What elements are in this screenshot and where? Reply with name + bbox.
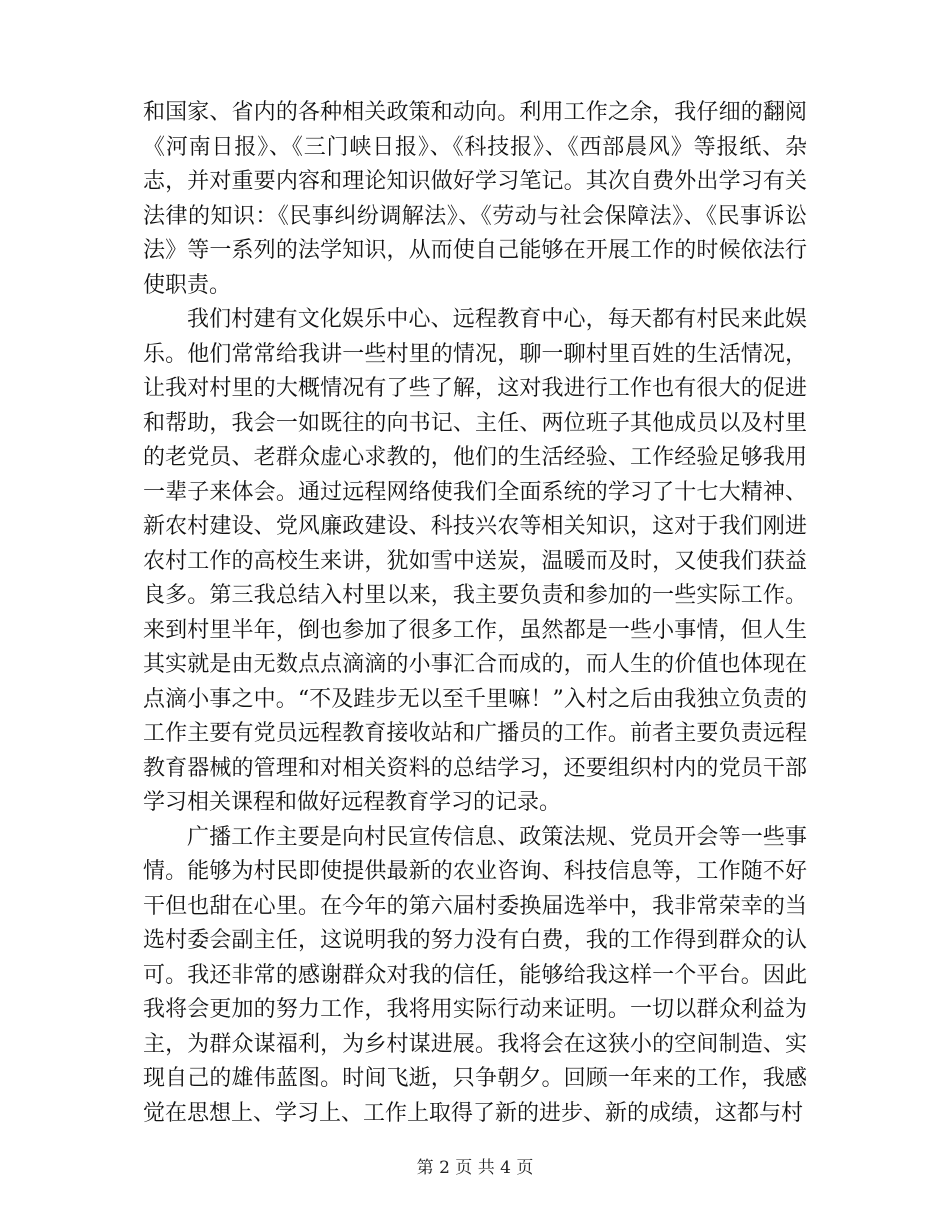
paragraph-2: 我们村建有文化娱乐中心、远程教育中心，每天都有村民来此娱乐。他们常常给我讲一些村里的情况，聊一聊村里百姓的生活情况，让我对村里的大概情况有了些了解，这对我进行工作也有很大的促进和帮助，我会一如既往的向书记、主任、两位班子其他成员以及村里的老党员、老群众虚心求教的，他们的生活经验、工作经验足够我用一辈子来体会。通过远程网络使我们全面系统的学习了十七大精神、新农村建设、党风廉政建设、科技兴农等相关知识，这对于我们刚进农村工作的高校生来讲，犹如雪中送炭，温暖而及时，又使我们获益良多。第三我总结入村里以来，我主要负责和参加的一些实际工作。来到村里半年，倒也参加了很多工作，虽然都是一些小事情，但人生其实就是由无数点点滴滴的小事汇合而成的，而人生的价值也体现在点滴小事之中。“不及跬步无以至千里嘛！”入村之后由我独立负责的工作主要有党员远程教育接收站和广播员的工作。前者主要负责远程教育器械的管理和对相关资料的总结学习，还要组织村内的党员干部学习相关课程和做好远程教育学习的记录。 xyxy=(143,307,807,815)
paragraph-1: 和国家、省内的各种相关政策和动向。利用工作之余，我仔细的翻阅《河南日报》、《三门峡日报》、《科技报》、《西部晨风》等报纸、杂志，并对重要内容和理论知识做好学习笔记。其次自费外出学习有关法律的知识：《民事纠纷调解法》、《劳动与社会保障法》、《民事诉讼法》等一系列的法学知识，从而使自己能够在开展工作的时候依法行使职责。 xyxy=(143,100,807,298)
document-body xyxy=(143,96,807,1131)
page-number-footer: 第 2 页 共 4 页 xyxy=(416,1158,534,1178)
paragraph-3: 广播工作主要是向村民宣传信息、政策法规、党员开会等一些事情。能够为村民即使提供最新的农业咨询、科技信息等，工作随不好干但也甜在心里。在今年的第六届村委换届选举中，我非常荣幸的当选村委会副主任，这说明我的努力没有白费，我的工作得到群众的认可。我还非常的感谢群众对我的信任，能够给我这样一个平台。因此我将会更加的努力工作，我将用实际行动来证明。一切以群众利益为主，为群众谋福利，为乡村谋进展。我将会在这狭小的空间制造、实现自己的雄伟蓝图。时间飞逝，只争朝夕。回顾一年来的工作，我感觉在思想上、学习上、工作上取得了新的进步、新的成绩，这都与村 xyxy=(143,824,807,1126)
